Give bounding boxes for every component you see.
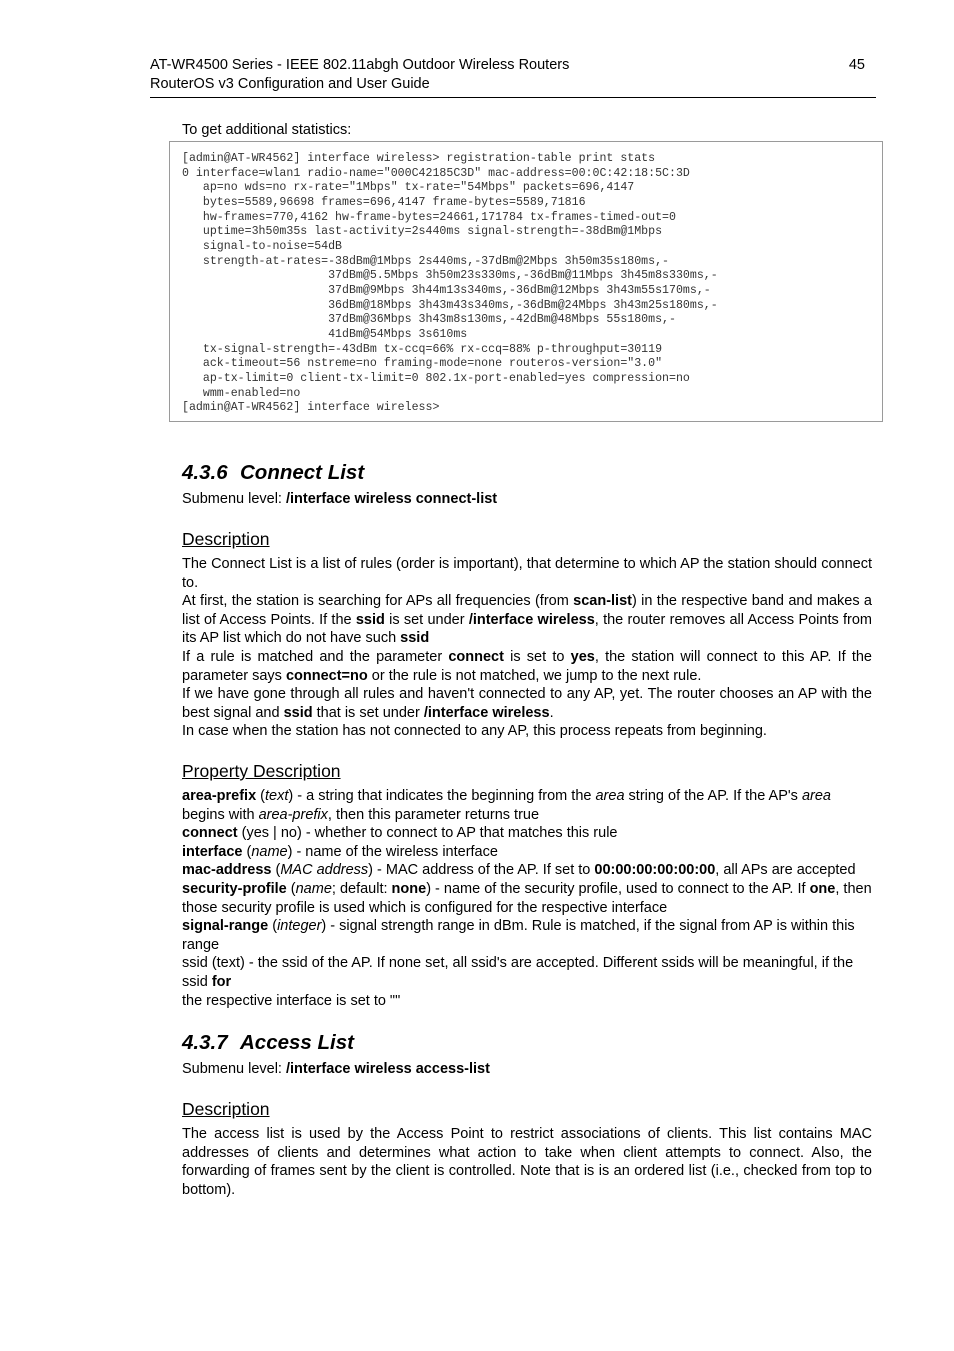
code-line: ap=no wds=no rx-rate="1Mbps" tx-rate="54Mbps" packets=696,4147: [182, 181, 635, 195]
header-divider: [150, 97, 876, 98]
paragraph: The Connect List is a list of rules (order is important), that determine to which AP the station should connect to.: [182, 556, 872, 591]
code-line: tx-signal-strength=-43dBm tx-ccq=66% rx-ccq=88% p-throughput=30119: [182, 342, 663, 356]
submenu-path: /interface wireless access-list: [285, 1061, 490, 1077]
submenu-label: Submenu level:: [182, 1061, 286, 1077]
code-line: 37dBm@36Mbps 3h43m8s130ms,-42dBm@48Mbps 55s180ms,-: [182, 313, 676, 327]
section-436-heading: [182, 460, 364, 486]
section-title: Connect List: [240, 461, 365, 484]
header-title-line2: RouterOS v3 Configuration and User Guide: [150, 76, 430, 92]
paragraph: If we have gone through all rules and haven't connected to any AP, yet. The router chooses an AP with the best signal and ssid that is set under /interface wireless.: [182, 686, 872, 721]
section-number: 4.3.6: [182, 461, 228, 484]
section-437-description-heading: Description: [182, 1099, 270, 1119]
section-436-description: [182, 555, 872, 741]
code-line: bytes=5589,96698 frames=696,4147 frame-bytes=5589,71816: [182, 195, 586, 209]
code-line: ap-tx-limit=0 client-tx-limit=0 802.1x-port-enabled=yes compression=no: [182, 371, 690, 385]
page-number: 45: [848, 57, 865, 73]
property-list: [182, 787, 872, 1010]
code-line: signal-to-noise=54dB: [182, 239, 343, 253]
code-line: 37dBm@9Mbps 3h44m13s340ms,-36dBm@12Mbps 3h43m55s170ms,-: [182, 283, 711, 297]
intro-text: To get additional statistics:: [182, 122, 352, 138]
header-title-line1: AT-WR4500 Series - IEEE 802.11abgh Outdoor Wireless Routers: [150, 57, 570, 73]
section-437-submenu: [182, 1060, 490, 1079]
code-line: 41dBm@54Mbps 3s610ms: [182, 327, 468, 341]
property-mac-address: mac-address (MAC address) - MAC address of the AP. If set to 00:00:00:00:00:00, all APs are accepted: [182, 862, 856, 879]
property-connect: connect (yes | no) - whether to connect to AP that matches this rule: [182, 825, 618, 842]
property-description-heading: Property Description: [182, 761, 341, 781]
code-line: [admin@AT-WR4562] interface wireless> registration-table print stats: [182, 152, 656, 165]
section-title: Access List: [240, 1031, 354, 1054]
code-line: [admin@AT-WR4562] interface wireless>: [182, 401, 440, 415]
paragraph: At first, the station is searching for APs all frequencies (from scan-list) in the respective band and makes a list of Access Points. If the ssid is set under /interface wireless, the router removes all Access Points from its AP list which do not have such ssid: [182, 593, 872, 647]
property-area-prefix: area-prefix (text) - a string that indicates the beginning from the area string of the AP. If the AP's area begins with area-prefix, then this parameter returns true: [182, 788, 831, 823]
code-line: uptime=3h50m35s last-activity=2s440ms signal-strength=-38dBm@1Mbps: [182, 225, 663, 239]
section-436-submenu: [182, 490, 497, 509]
code-line: 36dBm@18Mbps 3h43m43s340ms,-36dBm@24Mbps 3h43m25s180ms,-: [182, 298, 718, 312]
section-437-heading: [182, 1030, 354, 1056]
property-signal-range: signal-range (integer) - signal strength range in dBm. Rule is matched, if the signal from AP is within this range: [182, 918, 855, 953]
paragraph: If a rule is matched and the parameter connect is set to yes, the station will connect to this AP. If the parameter says connect=no or the rule is not matched, we jump to the next rule.: [182, 648, 872, 684]
paragraph: In case when the station has not connected to any AP, this process repeats from beginning.: [182, 723, 767, 740]
property-ssid: ssid (text) - the ssid of the AP. If none set, all ssid's are accepted. Different ssids will be meaningful, if the ssid for: [182, 955, 854, 990]
code-listing: [182, 152, 718, 416]
property-interface: interface (name) - name of the wireless interface: [182, 843, 498, 860]
section-436-description-heading: Description: [182, 529, 270, 549]
code-line: ack-timeout=56 nstreme=no framing-mode=none routeros-version="3.0": [182, 357, 663, 371]
section-437-description: [182, 1125, 872, 1199]
code-block: [169, 141, 883, 422]
code-line: 37dBm@5.5Mbps 3h50m23s330ms,-36dBm@11Mbps 3h45m8s330ms,-: [182, 269, 718, 283]
submenu-path: /interface wireless connect-list: [285, 491, 498, 507]
code-line: strength-at-rates=-38dBm@1Mbps 2s440ms,-37dBm@2Mbps 3h50m35s180ms,-: [182, 254, 670, 268]
property-trailing: the respective interface is set to "": [182, 992, 401, 1009]
paragraph: The access list is used by the Access Point to restrict associations of clients. This list contains MAC addresses of clients and determines what action to take when client attempts to connect. Also, the forwarding of frames sent by the client is controlled. Note that is is an ordered list (i.e., checked from top to bottom).: [182, 1126, 872, 1198]
submenu-label: Submenu level:: [182, 491, 286, 507]
property-security-profile: security-profile (name; default: none) - name of the security profile, used to connect to the AP. If one, then those security profile is used which is configured for the respective interface: [182, 880, 872, 916]
page-header: [150, 56, 875, 94]
code-line: hw-frames=770,4162 hw-frame-bytes=24661,171784 tx-frames-timed-out=0: [182, 210, 676, 224]
code-line: wmm-enabled=no: [182, 386, 301, 400]
code-line: 0 interface=wlan1 radio-name="000C42185C3D" mac-address=00:0C:42:18:5C:3D: [182, 166, 690, 180]
section-number: 4.3.7: [182, 1031, 228, 1054]
